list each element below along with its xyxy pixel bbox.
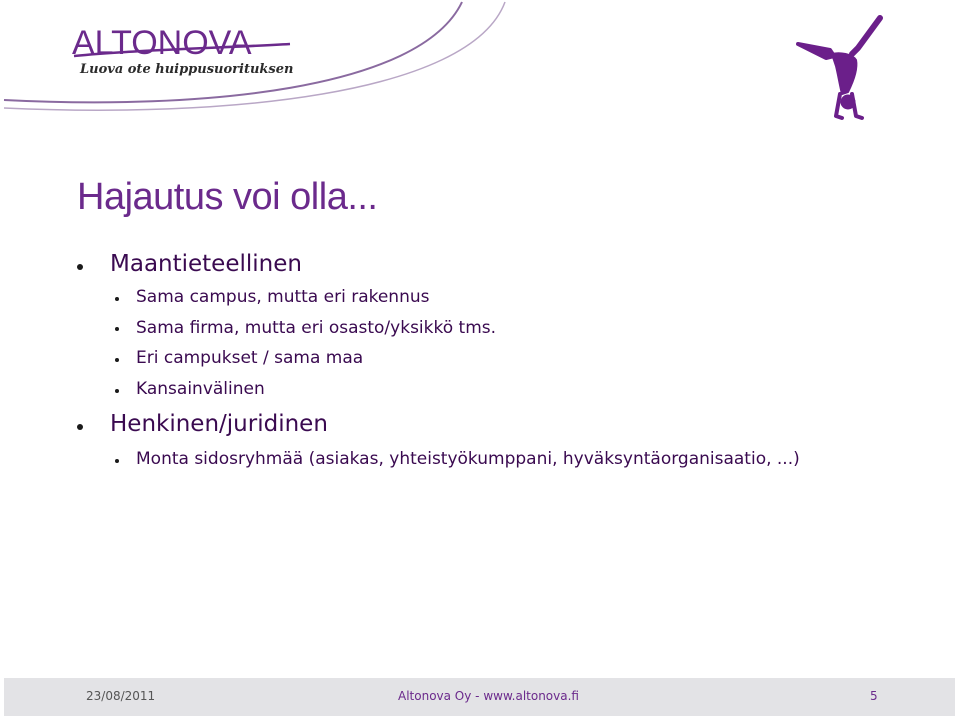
sub-bullet-item: Sama campus, mutta eri rakennus bbox=[136, 287, 430, 307]
sub-bullet-dot bbox=[115, 327, 119, 331]
sub-bullet-item: Kansainvälinen bbox=[136, 379, 265, 399]
slide-title: Hajautus voi olla... bbox=[77, 176, 378, 218]
bullet-item: Maantieteellinen bbox=[110, 251, 302, 277]
logo-tagline: Luova ote huippusuorituksen bbox=[80, 62, 294, 77]
bullet-dot bbox=[77, 264, 83, 270]
footer-page-number: 5 bbox=[870, 689, 878, 703]
sub-bullet-dot bbox=[115, 389, 119, 393]
altonova-logo bbox=[72, 24, 312, 84]
footer-company: Altonova Oy - www.altonova.fi bbox=[398, 689, 579, 703]
sub-bullet-dot bbox=[115, 358, 119, 362]
sub-bullet-dot bbox=[115, 459, 119, 463]
cartwheel-gymnast-icon bbox=[796, 14, 884, 122]
slide-footer bbox=[4, 678, 955, 716]
sub-bullet-item: Monta sidosryhmää (asiakas, yhteistyökumppani, hyväksyntäorganisaatio, ...) bbox=[136, 449, 800, 469]
sub-bullet-item: Eri campukset / sama maa bbox=[136, 348, 364, 368]
footer-date: 23/08/2011 bbox=[86, 689, 156, 703]
sub-bullet-dot bbox=[115, 297, 119, 301]
logo-wordmark: ALTONOVA bbox=[72, 24, 252, 62]
bullet-dot bbox=[77, 424, 83, 430]
sub-bullet-item: Sama firma, mutta eri osasto/yksikkö tms. bbox=[136, 318, 497, 338]
bullet-item: Henkinen/juridinen bbox=[110, 411, 328, 437]
